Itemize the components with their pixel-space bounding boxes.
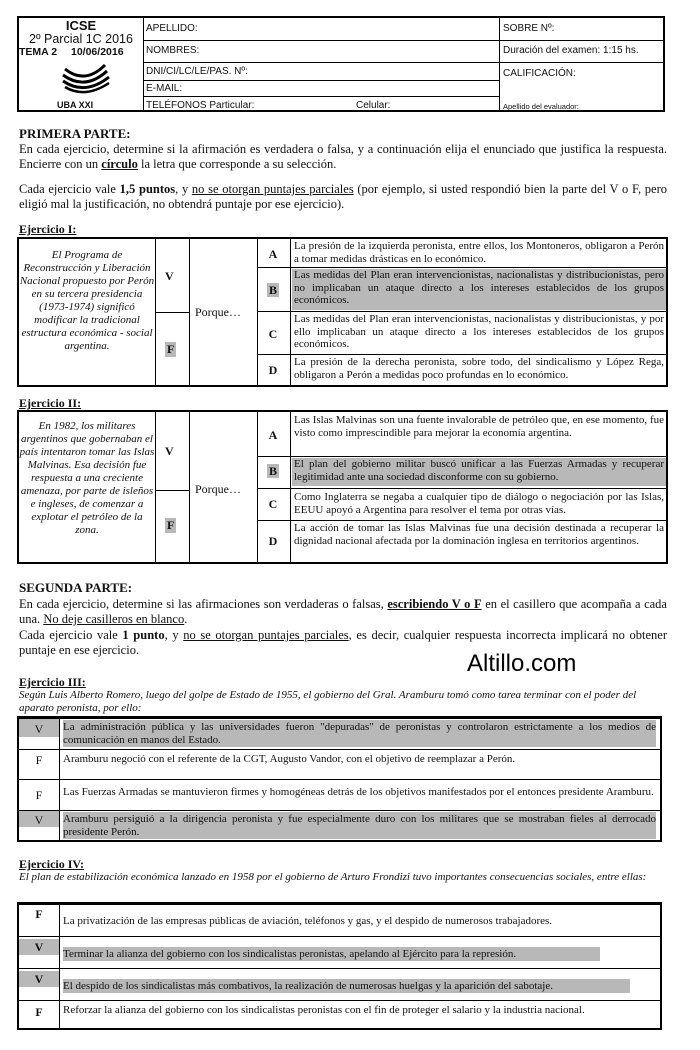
statement-text: Terminar la alianza del gobierno con los sindicalistas peronistas, apelando al Ejército para la represión. bbox=[63, 948, 517, 960]
ej3-intro: Según Luis Alberto Romero, luego del golpe de Estado de 1955, el gobierno del Gral. Aramburu tomó como tarea terminar con el poder del aparato peronista, por ello: bbox=[19, 689, 637, 714]
dni-label: DNI/CI/LC/LE/PAS. Nº: bbox=[146, 66, 248, 77]
telefonos-label: TELÉFONOS Particular: bbox=[146, 100, 255, 111]
ej1-porque: Porque… bbox=[195, 305, 241, 319]
brand-name: UBA XXI bbox=[57, 100, 94, 110]
ej2-table bbox=[17, 410, 668, 564]
answer-cell[interactable]: F bbox=[35, 907, 43, 921]
duracion-label: Duración del examen: 1:15 hs. bbox=[503, 45, 639, 56]
ej4-intro: El plan de estabilización económica lanzado en 1958 por el gobierno de Arturo Frondizi tuvo importantes consecuencias sociales, entre ellas: bbox=[19, 871, 647, 883]
answer-cell[interactable]: F bbox=[35, 788, 43, 802]
answer-cell[interactable]: V bbox=[34, 972, 44, 986]
answer-cell[interactable]: F bbox=[35, 753, 43, 767]
ej2-option-letter[interactable]: C bbox=[268, 497, 278, 511]
cell-divider bbox=[290, 239, 291, 385]
ej2-option-text: Como Inglaterra se negaba a cualquier tipo de diálogo o negociación por las Islas, EEUU apoyó a Argentina para resolver el tema por otras vías. bbox=[294, 491, 664, 516]
ej2-option-letter-selected[interactable]: B bbox=[268, 464, 277, 478]
cell-rule bbox=[257, 520, 666, 521]
table-row bbox=[19, 718, 660, 750]
table-row bbox=[19, 936, 660, 969]
ej2-statement: En 1982, los militares argentinos que gobernaban el país intentaron tomar las Islas Malvinas. Esa decisión fue respuesta a una creciente amenaza, por parte de isleños e ingleses, de comenzar a explotar el petróleo de la zona. bbox=[19, 420, 155, 536]
ej1-option-letter[interactable]: A bbox=[268, 247, 278, 261]
ej1-option-letter-selected[interactable]: B bbox=[268, 283, 277, 297]
ej2-option-text: La acción de tomar las Islas Malvinas fue una decisión destinada a recuperar la dignidad nacional afectada por la dominación inglesa en territorios argentinos. bbox=[294, 522, 664, 547]
statement-text: El despido de los sindicalistas más combativos, la realización de numerosas huelgas y la aparición del sabotaje. bbox=[63, 980, 553, 992]
part1-scoring: Cada ejercicio vale 1,5 puntos, y no se otorgan puntajes parciales (por ejemplo, si usted respondió bien la parte del V o F, pero eligió mal la justificación, no obtendrá puntaje por ese ejercicio). bbox=[19, 182, 667, 211]
answer-cell[interactable]: V bbox=[34, 722, 44, 736]
part1-title: PRIMERA PARTE: bbox=[19, 126, 131, 141]
cell-rule bbox=[257, 488, 666, 489]
calificacion-label: CALIFICACIÓN: bbox=[503, 68, 576, 79]
evaluador-label: Apellido del evaluador: bbox=[503, 102, 579, 111]
ej2-option-text-selected: El plan del gobierno militar buscó unificar a las Fuerzas Armadas y recuperar legitimidad ante una sociedad disconforme con su gobierno. bbox=[292, 458, 666, 486]
ej1-statement: El Programa de Reconstrucción y Liberación Nacional propuesto por Perón en su tercera presidencia (1973-1974) significó modificar la tradicional estructura económica - social argentina. bbox=[19, 249, 155, 352]
statement-text: La privatización de las empresas públicas de aviación, teléfonos y gas, y el despido de numerosos trabajadores. bbox=[63, 915, 553, 927]
statement-text: Reforzar la alianza del gobierno con los sindicalistas peronistas con el fin de proteger el salario y la industria nacional. bbox=[63, 1004, 585, 1016]
table-row bbox=[19, 904, 660, 937]
ej2-option-letter[interactable]: D bbox=[268, 534, 278, 548]
header-rule bbox=[499, 62, 665, 63]
cell-rule bbox=[257, 456, 666, 457]
celular-label: Celular: bbox=[356, 100, 391, 111]
answer-cell[interactable]: F bbox=[35, 1005, 43, 1019]
apellido-label: APELLIDO: bbox=[146, 23, 198, 34]
exam-header bbox=[17, 16, 665, 112]
statement-text: La administración pública y las universidades fueron "depuradas" de peronistas y controlaron estrictamente a los medios de comunicación en manos del Estado. bbox=[63, 721, 656, 746]
header-rule bbox=[143, 80, 499, 81]
ej1-table bbox=[17, 237, 668, 387]
cell-divider bbox=[189, 412, 190, 562]
exam-tema: TEMA 2 bbox=[19, 46, 58, 58]
table-row bbox=[19, 968, 660, 1001]
cell-rule bbox=[257, 354, 666, 355]
ej3-table bbox=[17, 716, 662, 842]
ej1-option-text: La presión de la derecha peronista, sobre todo, del sindicalismo y López Rega, obligaron a Perón a medidas poco profundas en lo económico. bbox=[294, 356, 664, 381]
statement-text: Aramburu persiguió a la dirigencia peronista y fue especialmente duro con los militares que se mostraban fieles al derrocado presidente Perón. bbox=[63, 813, 656, 838]
table-row bbox=[19, 749, 660, 780]
cell-rule bbox=[155, 312, 189, 313]
header-rule bbox=[143, 40, 499, 41]
ej2-false-option-selected[interactable]: F bbox=[167, 518, 175, 532]
statement-text: Las Fuerzas Armadas se mantuvieron firmes y homogéneas detrás de los objetivos manifestados por el entonces presidente Aramburu. bbox=[63, 786, 654, 798]
ej2-title: Ejercicio II: bbox=[19, 396, 82, 410]
uba-xxi-logo bbox=[57, 63, 112, 99]
ej1-option-text-selected: Las medidas del Plan eran intervencionistas, nacionalistas y distribucionistas, pero no implicaban un ataque directo a los intereses establecidos de los grupos económicos. bbox=[292, 269, 666, 310]
ej1-true-option[interactable]: V bbox=[165, 269, 174, 283]
cell-rule bbox=[257, 267, 666, 268]
ej2-option-text: Las Islas Malvinas son una fuente invalorable de petróleo que, en ese momento, fue visto como imprescindible para mejorar la economía argentina. bbox=[294, 414, 664, 439]
sobre-label: SOBRE Nº: bbox=[503, 23, 555, 34]
nombres-label: NOMBRES: bbox=[146, 45, 200, 56]
cell-divider bbox=[290, 412, 291, 562]
cell-rule bbox=[155, 490, 189, 491]
ej4-table bbox=[17, 902, 662, 1030]
header-divider bbox=[499, 18, 500, 110]
answer-cell[interactable]: V bbox=[34, 813, 44, 827]
header-rule bbox=[143, 96, 499, 97]
header-rule bbox=[499, 40, 665, 41]
part2-scoring: Cada ejercicio vale 1 punto, y no se otorgan puntajes parciales, es decir, cualquier respuesta incorrecta implicará no obtener puntaje en ese ejercicio. bbox=[19, 628, 667, 657]
table-row bbox=[19, 1000, 660, 1029]
ej2-true-option[interactable]: V bbox=[165, 444, 174, 458]
org-name: ICSE bbox=[65, 18, 97, 33]
cell-rule bbox=[257, 311, 666, 312]
header-rule bbox=[143, 62, 499, 63]
ej1-title: Ejercicio I: bbox=[19, 222, 77, 236]
cell-divider bbox=[155, 412, 156, 562]
exam-name: 2º Parcial 1C 2016 bbox=[29, 32, 133, 46]
table-row bbox=[19, 810, 660, 841]
ej1-option-letter[interactable]: C bbox=[268, 327, 278, 341]
ej2-option-letter[interactable]: A bbox=[268, 428, 278, 442]
cell-divider bbox=[189, 239, 190, 385]
table-row bbox=[19, 779, 660, 811]
part2-instructions: En cada ejercicio, determine si las afirmaciones son verdaderas o falsas, escribiendo V o F en el casillero que acompaña a cada una. No deje casilleros en blanco. bbox=[19, 597, 667, 626]
email-label: E-MAIL: bbox=[146, 83, 183, 94]
ej1-option-text: Las medidas del Plan eran intervencionistas, nacionalistas y distribucionistas, y por ello implicaban un ataque directo a los intereses establecidos de los grupos económicos. bbox=[294, 313, 664, 350]
ej1-option-letter[interactable]: D bbox=[268, 363, 278, 377]
part1-instructions: En cada ejercicio, determine si la afirmación es verdadera o falsa, y a continuación elija el enunciado que justifica la respuesta. Encierre con un círculo la letra que corresponde a su selección. bbox=[19, 142, 667, 171]
ej2-porque: Porque… bbox=[195, 482, 241, 496]
part2-title: SEGUNDA PARTE: bbox=[19, 580, 133, 595]
watermark: Altillo.com bbox=[467, 650, 577, 677]
answer-cell[interactable]: V bbox=[34, 940, 44, 954]
ej4-title: Ejercicio IV: bbox=[19, 857, 84, 871]
ej1-option-text: La presión de la izquierda peronista, entre ellos, los Montoneros, obligaron a Perón a tomar medidas drásticas en lo económico. bbox=[294, 240, 664, 265]
statement-text: Aramburu negoció con el referente de la CGT, Augusto Vandor, con el objetivo de reemplazar a Perón. bbox=[63, 753, 516, 765]
exam-date: 10/06/2016 bbox=[71, 46, 124, 58]
ej3-title: Ejercicio III: bbox=[19, 675, 86, 689]
ej1-false-option-selected[interactable]: F bbox=[167, 342, 175, 356]
